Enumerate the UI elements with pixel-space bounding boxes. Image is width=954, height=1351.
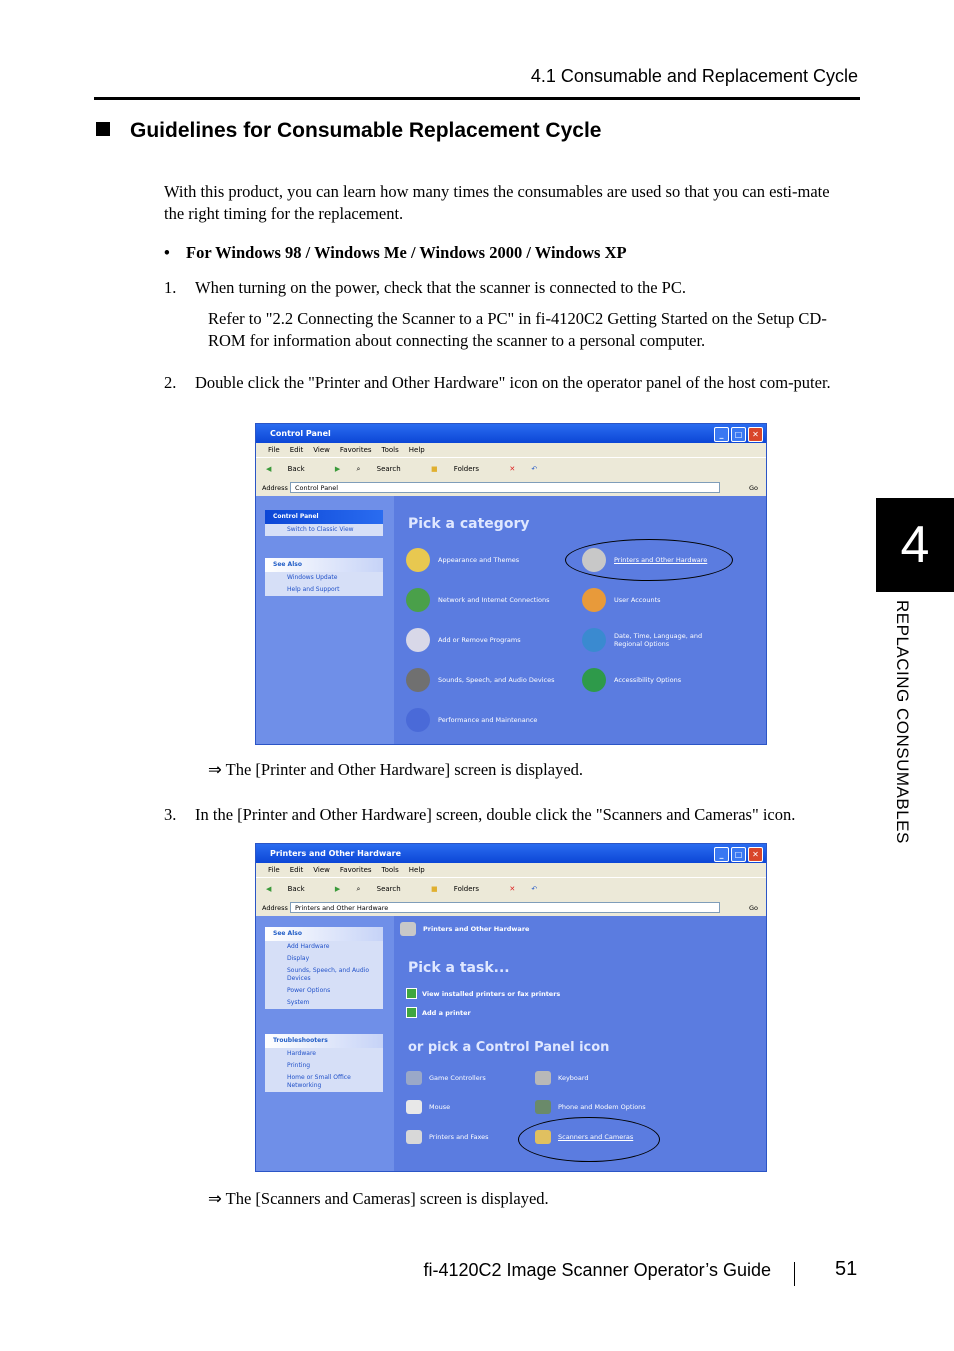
printer-icon [400,922,416,936]
go-button: Go [748,484,758,492]
menu-help: Help [408,866,425,874]
category-accessibility [582,668,681,692]
chapter-label: REPLACING CONSUMABLES [893,600,912,844]
icon-game-controllers [406,1071,486,1085]
folder-icon: ■ [430,885,438,893]
troubleshooter-item: Hardware [287,1050,316,1057]
icon-label: Mouse [429,1103,451,1111]
category-pane [394,496,766,744]
menu-bar [256,863,766,877]
banner-text: Printers and Other Hardware [423,925,530,933]
search-label: Search [376,885,401,893]
os-bullet-text: For Windows 98 / Windows Me / Windows 2000 / Windows XP [186,243,627,262]
step-2 [164,372,844,394]
category-label: Date, Time, Language, and Regional Options [614,632,703,648]
menu-file: File [268,446,280,454]
category-performance [406,708,537,732]
arrow-icon [406,988,417,999]
menu-help: Help [408,446,425,454]
section-title [96,119,601,143]
see-also-item: Display [287,955,310,962]
task-label: Add a printer [422,1008,471,1017]
go-button: Go [748,904,758,912]
see-also-item: Add Hardware [287,943,330,950]
close-icon: ✕ [748,847,763,862]
icon-label: Printers and Faxes [429,1133,489,1141]
delete-icon: ✕ [509,885,516,893]
bullet-dot: • [164,243,170,262]
window-title-bar [256,424,766,443]
search-label: Search [376,465,401,473]
troubleshooter-item: Home or Small Office Networking [287,1074,351,1089]
address-field: Control Panel [290,482,720,493]
category-label: Add or Remove Programs [438,636,521,644]
window-title: Control Panel [270,429,331,438]
printer-icon [406,1130,422,1144]
page-number: 51 [835,1258,858,1280]
step-number: 2. [164,373,177,392]
footer-guide-title: fi-4120C2 Image Scanner Operator’s Guide [423,1260,771,1280]
folder-icon: ■ [430,465,438,473]
category-datetime [582,628,732,652]
folders-button [431,885,493,893]
category-label: Sounds, Speech, and Audio Devices [438,676,555,684]
os-bullet [164,242,627,264]
control-panel-header: Control Panel [265,510,383,524]
back-arrow-icon: ◀ [266,885,272,893]
forward-arrow-icon: ▶ [334,465,341,473]
search-button [356,465,414,473]
category-label: User Accounts [614,596,661,604]
category-network [406,588,550,612]
category-label: Network and Internet Connections [438,596,550,604]
forward-arrow-icon: ▶ [334,885,341,893]
step-text: Double click the "Printer and Other Hardware" icon on the operator panel of the host com-puter. [195,373,831,392]
menu-edit: Edit [289,866,304,874]
menu-tools: Tools [381,866,399,874]
globe-icon [582,628,606,652]
step-number: 3. [164,805,177,824]
address-field: Printers and Other Hardware [290,902,720,913]
see-also-box [265,927,383,1009]
search-button [356,885,414,893]
menu-view: View [313,866,330,874]
category-label: Appearance and Themes [438,556,520,564]
control-panel-box [265,510,383,536]
category-label: Printers and Other Hardware [614,556,708,564]
window-controls [714,427,763,442]
address-bar [256,900,766,916]
window-title-bar [256,844,766,863]
window-controls [714,847,763,862]
control-panel-screenshot [255,423,767,745]
icon-printers-faxes [406,1130,489,1144]
menu-tools: Tools [381,446,399,454]
toolbar [256,457,766,480]
category-appearance [406,548,519,572]
icon-label: Scanners and Cameras [558,1133,634,1141]
icon-label: Phone and Modem Options [558,1103,646,1111]
game-controller-icon [406,1071,422,1085]
folders-label: Folders [453,465,480,473]
address-label: Address [262,904,288,912]
folders-label: Folders [453,885,480,893]
back-button [266,885,319,893]
back-label: Back [287,465,305,473]
menu-file: File [268,866,280,874]
intro-paragraph: With this product, you can learn how many times the consumables are used so that you can esti-mate the right timing for the replacement. [164,182,830,223]
search-icon: ⌕ [356,885,361,893]
highlight-oval [518,1117,660,1162]
task-pane [256,916,394,1171]
task-add-printer [406,1007,471,1018]
undo-icon: ↶ [531,885,538,893]
see-also-header: See Also [265,558,383,572]
icon-mouse [406,1100,450,1114]
menu-favorites: Favorites [339,866,372,874]
minimize-icon: _ [714,427,729,442]
pick-category-heading: Pick a category [408,516,530,532]
step-1 [164,277,844,299]
back-button [266,465,319,473]
troubleshooters-box [265,1034,383,1092]
see-also-item: Windows Update [287,574,338,581]
task-label: View installed printers or fax printers [422,989,561,998]
troubleshooters-header: Troubleshooters [265,1034,383,1048]
step-number: 1. [164,278,177,297]
performance-icon [406,708,430,732]
folders-button [431,465,493,473]
maximize-icon: □ [731,427,746,442]
task-view-printers [406,988,560,999]
undo-icon: ↶ [531,465,538,473]
chapter-tab: 4 [876,498,954,592]
back-label: Back [287,885,305,893]
toolbar [256,877,766,900]
back-arrow-icon: ◀ [266,465,272,473]
step-3-result: ⇒ The [Scanners and Cameras] screen is displayed. [208,1189,549,1208]
see-also-item: Sounds, Speech, and Audio Devices [287,967,369,982]
step-2-result: ⇒ The [Printer and Other Hardware] screen is displayed. [208,760,584,779]
switch-view-link: Switch to Classic View [287,526,354,533]
see-also-item: Power Options [287,987,331,994]
icon-label: Game Controllers [429,1074,486,1082]
speaker-icon [406,668,430,692]
keyboard-icon [535,1071,551,1085]
see-also-item: System [287,999,310,1006]
users-icon [582,588,606,612]
address-label: Address [262,484,288,492]
menu-view: View [313,446,330,454]
footer-divider [794,1262,795,1286]
hardware-banner [400,922,529,936]
accessibility-icon [582,668,606,692]
appearance-icon [406,548,430,572]
pick-task-heading: Pick a task... [408,960,510,976]
section-title-text: Guidelines for Consumable Replacement Cycle [130,119,602,142]
running-header: 4.1 Consumable and Replacement Cycle [530,66,858,86]
step-text: When turning on the power, check that the scanner is connected to the PC. [195,278,686,297]
icon-label: Keyboard [558,1074,589,1082]
printers-hardware-screenshot [255,843,767,1172]
mouse-icon [406,1100,422,1114]
step-3 [164,804,844,826]
search-icon: ⌕ [356,465,361,473]
category-users [582,588,661,612]
close-icon: ✕ [748,427,763,442]
category-label: Performance and Maintenance [438,716,538,724]
address-bar [256,480,766,496]
maximize-icon: □ [731,847,746,862]
task-pane [256,496,394,744]
highlight-oval [565,539,733,581]
see-also-header: See Also [265,927,383,941]
menu-bar [256,443,766,457]
square-bullet-icon [96,122,110,136]
icon-keyboard [535,1071,589,1085]
troubleshooter-item: Printing [287,1062,311,1069]
icon-phone-modem [535,1100,646,1114]
delete-icon: ✕ [509,465,516,473]
see-also-box [265,558,383,596]
step-1-note: Refer to "2.2 Connecting the Scanner to a PC" in fi-4120C2 Getting Started on the Setup CD-ROM for information about connecting the scanner to a personal computer. [208,309,827,350]
menu-favorites: Favorites [339,446,372,454]
see-also-item: Help and Support [287,586,340,593]
programs-icon [406,628,430,652]
category-programs [406,628,521,652]
phone-icon [535,1100,551,1114]
minimize-icon: _ [714,847,729,862]
pick-icon-heading: or pick a Control Panel icon [408,1040,610,1055]
window-title: Printers and Other Hardware [270,849,401,858]
network-icon [406,588,430,612]
menu-edit: Edit [289,446,304,454]
header-rule [94,97,860,100]
step-text: In the [Printer and Other Hardware] screen, double click the "Scanners and Cameras" icon. [195,805,796,824]
arrow-icon [406,1007,417,1018]
category-sounds [406,668,555,692]
category-label: Accessibility Options [614,676,682,684]
